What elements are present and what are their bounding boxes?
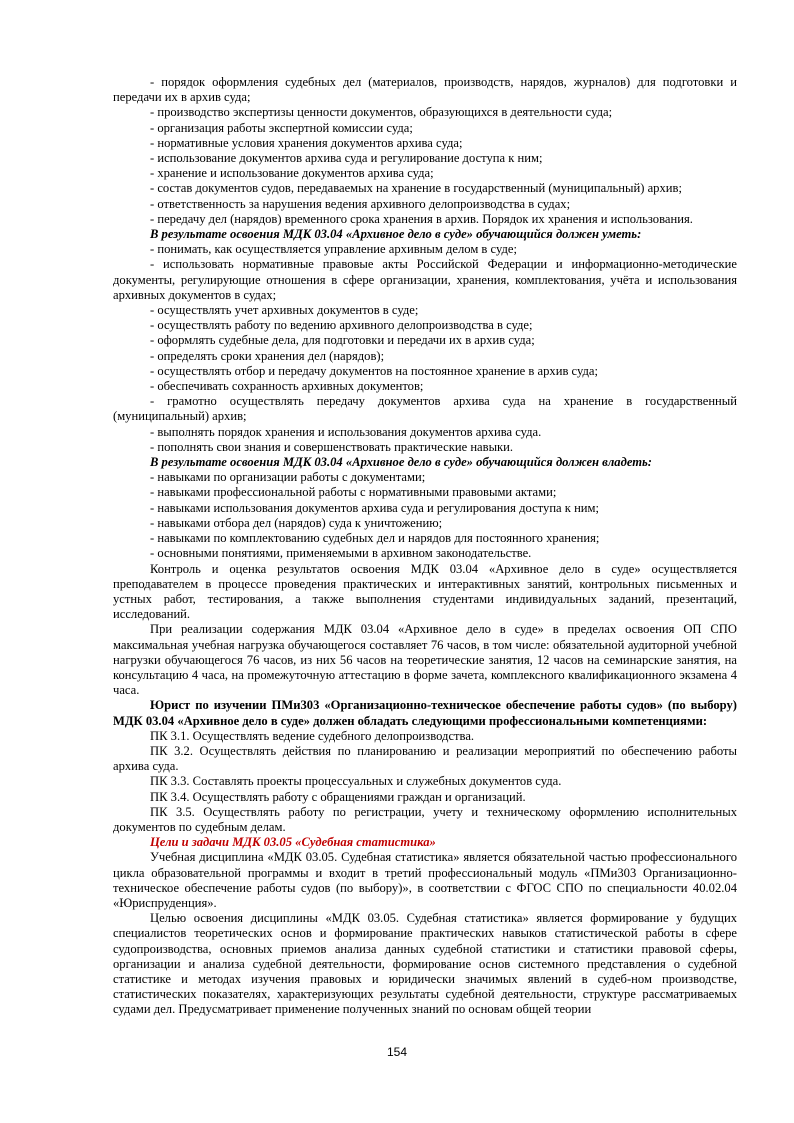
paragraph: - нормативные условия хранения документов архива суда;: [150, 135, 463, 150]
page-number: 154: [386, 1045, 408, 1059]
paragraph: - передачу дел (нарядов) временного срока хранения в архив. Порядок их хранения и использования.: [150, 211, 693, 226]
paragraph: ПК 3.2. Осуществлять действия по планированию и реализации мероприятий по обеспечению работы архива суда.: [113, 743, 737, 774]
section-heading: В результате освоения МДК 03.04 «Архивное дело в суде» обучающийся должен уметь:: [150, 227, 642, 242]
paragraph: - осуществлять отбор и передачу документов на постоянное хранение в архив суда;: [150, 363, 598, 378]
paragraph: - определять сроки хранения дел (нарядов);: [150, 348, 385, 363]
paragraph: - хранение и использование документов архива суда;: [150, 166, 434, 181]
paragraph: - производство экспертизы ценности документов, образующихся в деятельности суда;: [150, 105, 613, 120]
paragraph: Контроль и оценка результатов освоения МДК 03.04 «Архивное дело в суде» осуществляется преподавателем в процессе проведения практических и интерактивных занятий, контрольных письменных и устных работ, тестирования, а также выполнения студентами индивидуальных заданий, презентаций, исследований.: [113, 561, 737, 622]
paragraph: При реализации содержания МДК 03.04 «Архивное дело в суде» в пределах освоения ОП СПО максимальная учебная нагрузка обучающегося составляет 76 часов, в том числе: обязательной аудиторной учебной нагрузки обучающегося 76 часов, из них 56 часов на теоретические занятия, 12 часов на семинарские занятия, на консультацию 4 часа, на промежуточную аттестацию в форме зачета, комплексного квалификационного экзамена 4 часа.: [113, 622, 737, 698]
paragraph: - навыками использования документов архива суда и регулирования доступа к ним;: [150, 500, 600, 515]
section-heading: Юрист по изучении ПМи303 «Организационно-техническое обеспечение работы судов» (по выбору) МДК 03.04 «Архивное дело в суде» должен обладать следующими профессиональными компетенциями:: [113, 698, 737, 728]
paragraph: - грамотно осуществлять передачу документов архива суда на хранение в государственный (муниципальный) архив;: [113, 394, 737, 424]
document-body: [113, 75, 737, 1018]
paragraph: - порядок оформления судебных дел (материалов, производств, нарядов, журналов) для подготовки и передачи их в архив суда;: [113, 75, 737, 105]
paragraph: - обеспечивать сохранность архивных документов;: [150, 379, 424, 394]
paragraph: - использовать нормативные правовые акты Российской Федерации и информационно-методические документы, регулирующие отношения в сфере организации, хранения, комплектования, учёта и использования архивных документов в судах;: [113, 257, 737, 302]
paragraph: - оформлять судебные дела, для подготовки и передачи их в архив суда;: [150, 333, 535, 348]
paragraph: - навыками по комплектованию судебных дел и нарядов для постоянного хранения;: [150, 531, 600, 546]
paragraph: ПК 3.3. Составлять проекты процессуальных и служебных документов суда.: [150, 774, 562, 789]
paragraph: - осуществлять работу по ведению архивного делопроизводства в суде;: [150, 318, 533, 333]
paragraph: - осуществлять учет архивных документов в суде;: [150, 303, 419, 318]
paragraph: - использование документов архива суда и регулирование доступа к ним;: [150, 151, 543, 166]
section-heading: Цели и задачи МДК 03.05 «Судебная статистика»: [150, 835, 436, 850]
section-heading: В результате освоения МДК 03.04 «Архивное дело в суде» обучающийся должен владеть:: [150, 455, 652, 470]
paragraph: - навыками по организации работы с документами;: [150, 470, 426, 485]
paragraph: - пополнять свои знания и совершенствовать практические навыки.: [150, 439, 514, 454]
paragraph: ПК 3.1. Осуществлять ведение судебного делопроизводства.: [150, 728, 475, 743]
paragraph: - навыками профессиональной работы с нормативными правовыми актами;: [150, 485, 557, 500]
paragraph: Учебная дисциплина «МДК 03.05. Судебная статистика» является обязательной частью профессионального цикла образовательной программы и входит в третий профессиональный модуль «ПМи303 Организационно-техническое обеспечение работы судов (по выбору)», в соответствии с ФГОС СПО по специальности 40.02.04 «Юриспруденция».: [113, 850, 737, 910]
paragraph: - организация работы экспертной комиссии суда;: [150, 120, 413, 135]
paragraph: - выполнять порядок хранения и использования документов архива суда.: [150, 424, 542, 439]
paragraph: ПК 3.4. Осуществлять работу с обращениями граждан и организаций.: [150, 789, 526, 804]
paragraph: - основными понятиями, применяемыми в архивном законодательстве.: [150, 546, 532, 561]
paragraph: - ответственность за нарушения ведения архивного делопроизводства в судах;: [150, 196, 571, 211]
paragraph: ПК 3.5. Осуществлять работу по регистрации, учету и техническому оформлению исполнительных документов по судебным делам.: [113, 804, 737, 834]
paragraph: Целью освоения дисциплины «МДК 03.05. Судебная статистика» является формирование у будущих специалистов теоретических основ и формирование практических навыков статистической работы в сфере судопроизводства, основных приемов анализа данных судебной статистики и статистики правовой сферы, организации и анализа судебной деятельности, формирование основ системного представления о судебной статистике и методах изучения правовых и юридически значимых явлений в судеб-ном производстве, статистических показателях, характеризующих результаты судебной деятельности, структуре рассматриваемых судами дел. Предусматривает применение полученных знаний по основам общей теории: [113, 911, 737, 1017]
paragraph: - понимать, как осуществляется управление архивным делом в суде;: [150, 242, 517, 257]
paragraph: - состав документов судов, передаваемых на хранение в государственный (муниципальный) архив;: [150, 181, 682, 196]
paragraph: - навыками отбора дел (нарядов) суда к уничтожению;: [150, 515, 443, 530]
